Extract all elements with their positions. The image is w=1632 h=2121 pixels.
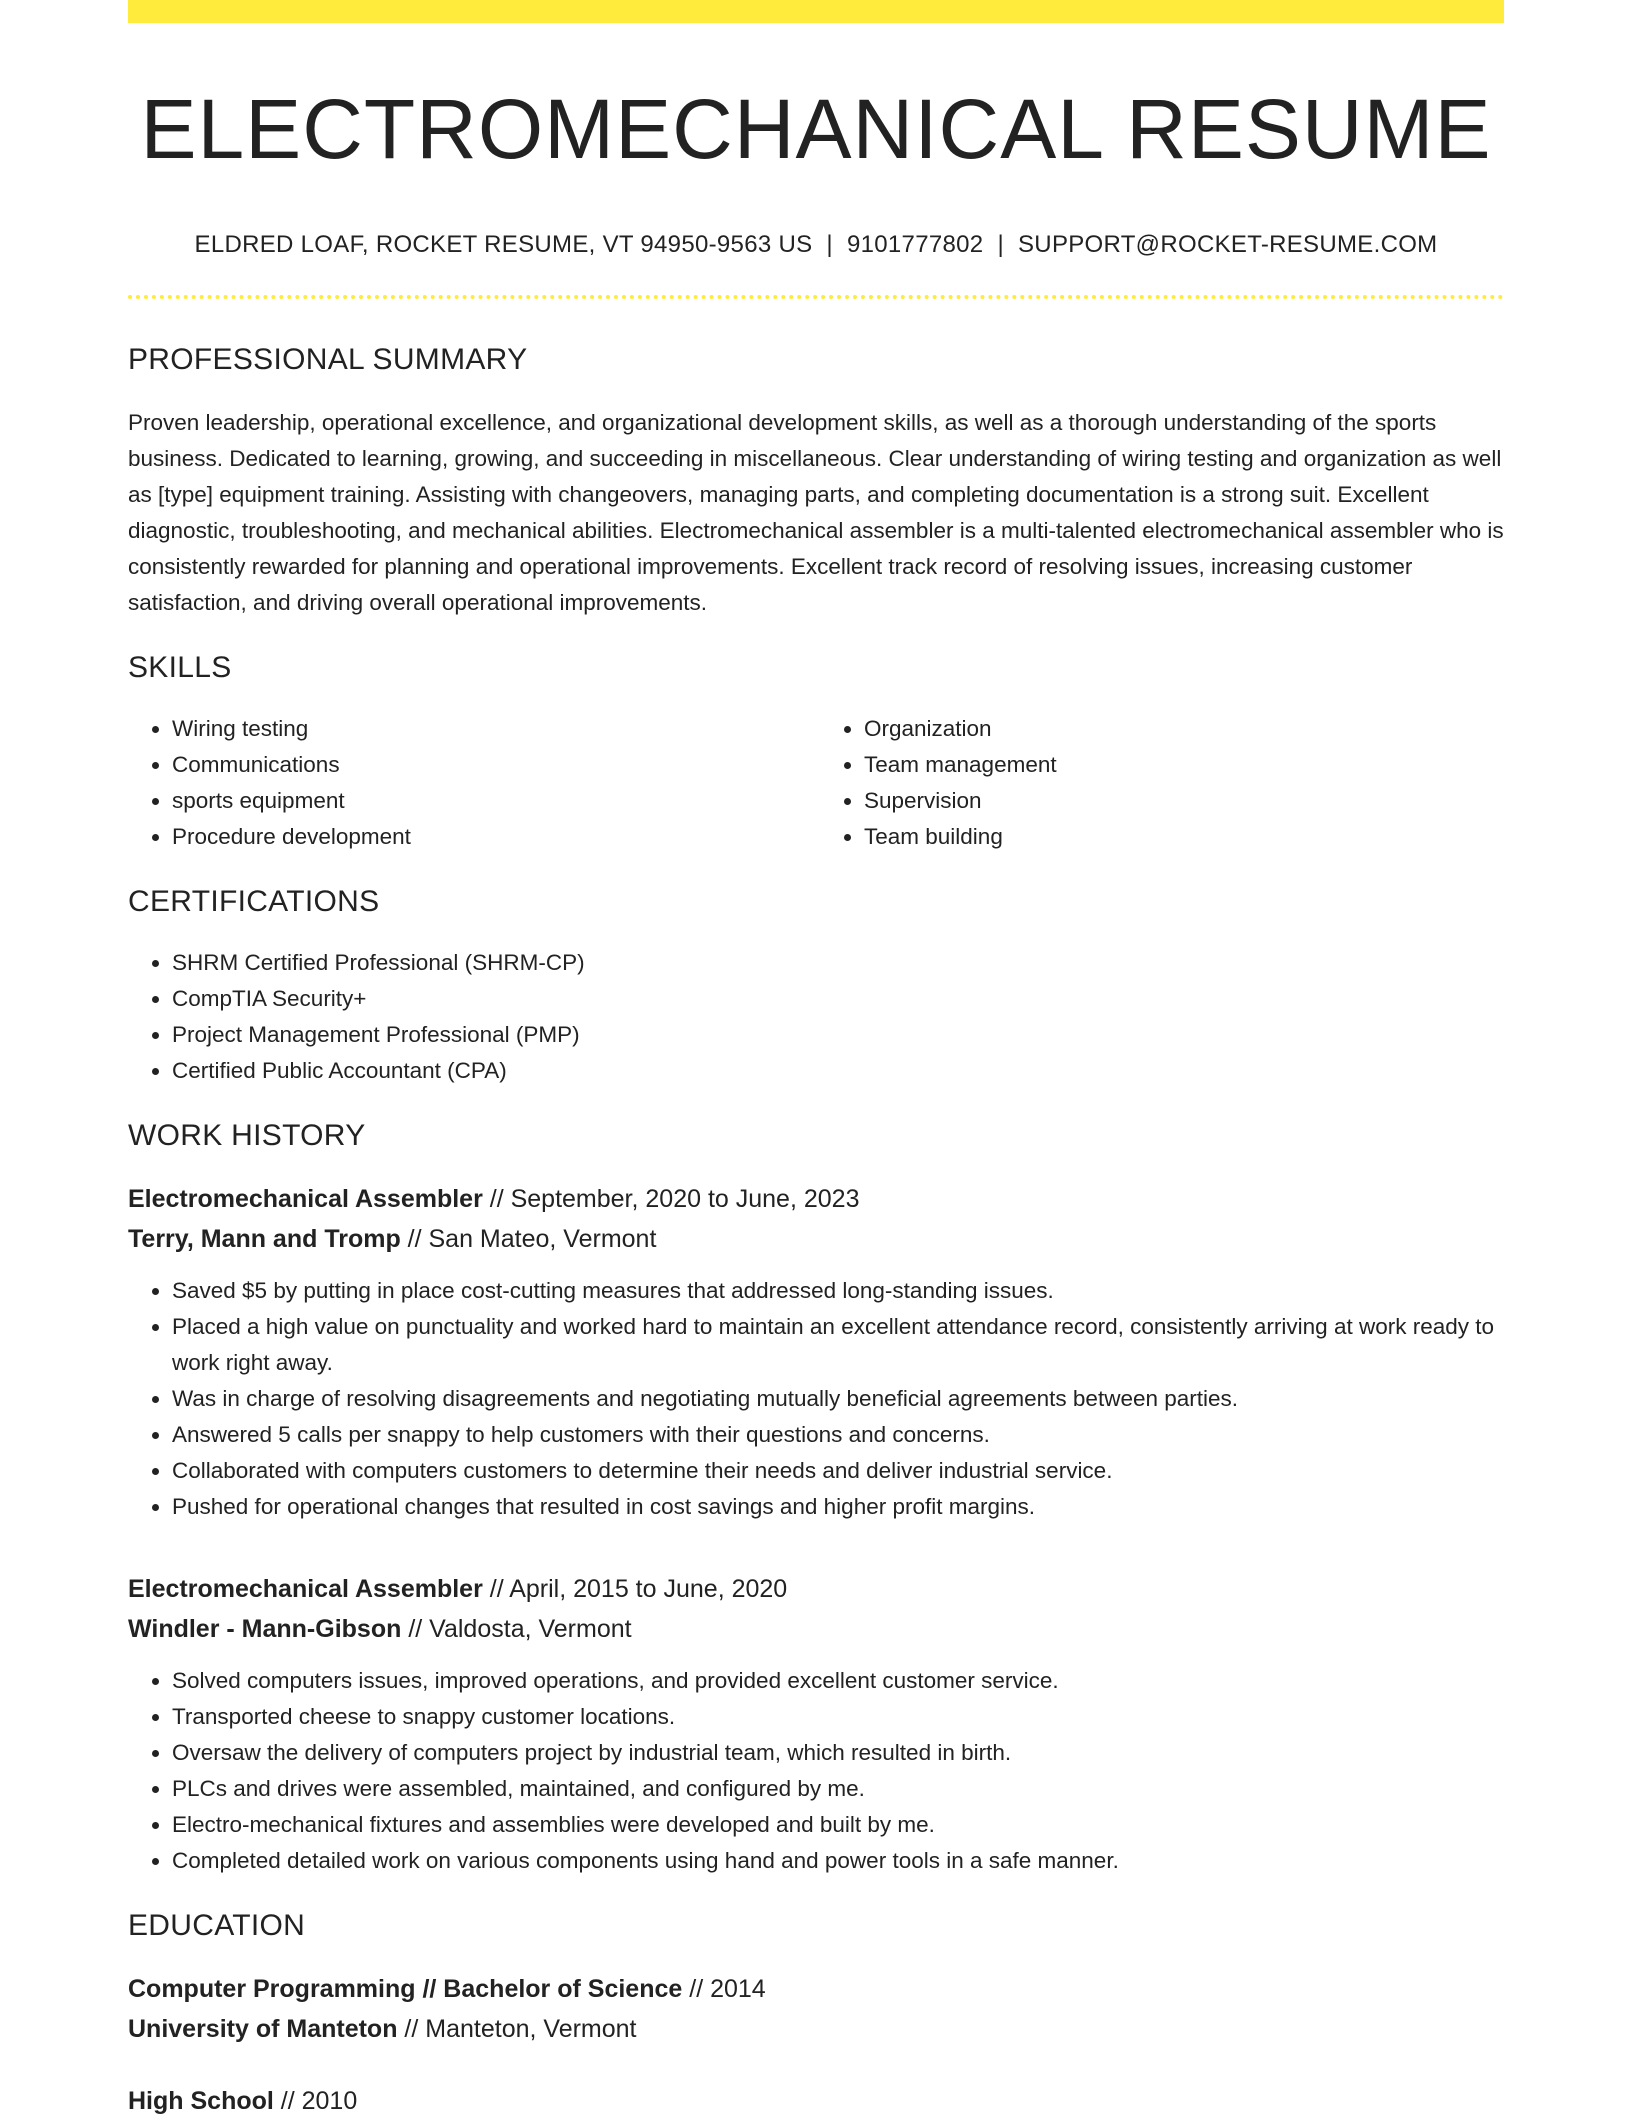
job-entry — [128, 1179, 1504, 1525]
contact-email[interactable]: SUPPORT@ROCKET-RESUME.COM — [1018, 231, 1438, 259]
accent-bar — [128, 0, 1504, 23]
work-history-heading: WORK HISTORY — [128, 1119, 366, 1153]
dotted-divider — [128, 295, 1504, 299]
education-location: // Manteton, Vermont — [397, 2015, 637, 2044]
job-dates: // September, 2020 to June, 2023 — [482, 1185, 860, 1214]
skills-heading: SKILLS — [128, 651, 232, 685]
education-degree: Computer Programming // Bachelor of Science — [128, 1975, 683, 2004]
skill-item: • Communications — [172, 747, 816, 783]
education-entry — [128, 2081, 1504, 2121]
certification-item: • SHRM Certified Professional (SHRM-CP) — [172, 945, 1504, 981]
job-role-line — [128, 1179, 1504, 1219]
education-year: // 2014 — [682, 1975, 766, 2004]
job-duty: • Oversaw the delivery of computers project by industrial team, which resulted in birth. — [172, 1735, 1504, 1771]
job-duty: • Pushed for operational changes that resulted in cost savings and higher profit margins. — [172, 1489, 1504, 1525]
job-duty: • PLCs and drives were assembled, maintained, and configured by me. — [172, 1771, 1504, 1807]
job-duty: • Electro-mechanical fixtures and assemblies were developed and built by me. — [172, 1807, 1504, 1843]
skill-item: • Organization — [864, 711, 1504, 747]
certifications-heading: CERTIFICATIONS — [128, 885, 380, 919]
contact-line — [128, 231, 1504, 259]
education-degree: High School — [128, 2087, 274, 2116]
resume-title: ELECTROMECHANICAL RESUME — [140, 82, 1492, 176]
skill-item: • sports equipment — [172, 783, 816, 819]
certifications-section — [128, 885, 1504, 1089]
job-role: Electromechanical Assembler — [128, 1575, 483, 1604]
job-duty: • Answered 5 calls per snappy to help customers with their questions and concerns. — [172, 1417, 1504, 1453]
education-school-line — [128, 2009, 1504, 2049]
certification-item: • Project Management Professional (PMP) — [172, 1017, 1504, 1053]
job-location: // San Mateo, Vermont — [400, 1225, 657, 1254]
education-school: University of Manteton — [128, 2015, 398, 2044]
job-role: Electromechanical Assembler — [128, 1185, 483, 1214]
education-entry — [128, 1969, 1504, 2049]
job-duty: • Placed a high value on punctuality and worked hard to maintain an excellent attendance record, consistently arriving at work ready to work right away. — [172, 1309, 1504, 1381]
job-duty: • Transported cheese to snappy customer locations. — [172, 1699, 1504, 1735]
job-duty: • Was in charge of resolving disagreements and negotiating mutually beneficial agreements between parties. — [172, 1381, 1504, 1417]
skill-item: • Wiring testing — [172, 711, 816, 747]
resume-page — [128, 0, 1504, 2121]
contact-separator: | — [826, 231, 833, 259]
contact-phone[interactable]: 9101777802 — [846, 231, 984, 259]
summary-heading: PROFESSIONAL SUMMARY — [128, 343, 528, 377]
summary-text: Proven leadership, operational excellence, and organizational development skills, as well as a thorough understanding of the sports business. Dedicated to learning, growing, and succeeding in miscellaneous. Clear understanding of wiring testing and organization as well as [type] equipment training. Assisting with changeovers, managing parts, and completing documentation is a strong suit. Excellent diagnostic, troubleshooting, and mechanical abilities. Electromechanical assembler is a multi-talented electromechanical assembler who is consistently rewarded for planning and operational improvements. Excellent track record of resolving issues, increasing customer satisfaction, and driving overall operational improvements. — [128, 410, 1504, 616]
job-duties-list — [128, 1663, 1504, 1879]
job-entry — [128, 1569, 1504, 1879]
job-duty: • Completed detailed work on various components using hand and power tools in a safe manner. — [172, 1843, 1504, 1879]
job-duty: • Saved $5 by putting in place cost-cutting measures that addressed long-standing issues. — [172, 1273, 1504, 1309]
job-dates: // April, 2015 to June, 2020 — [482, 1575, 788, 1604]
skill-item: • Supervision — [864, 783, 1504, 819]
job-company: Windler - Mann-Gibson — [128, 1615, 402, 1644]
education-year: // 2010 — [273, 2087, 358, 2116]
certification-item: • Certified Public Accountant (CPA) — [172, 1053, 1504, 1089]
certifications-list — [128, 945, 1504, 1089]
job-duty: • Collaborated with computers customers to determine their needs and deliver industrial service. — [172, 1453, 1504, 1489]
job-duty: • Solved computers issues, improved operations, and provided excellent customer service. — [172, 1663, 1504, 1699]
skill-item: • Team management — [864, 747, 1504, 783]
job-location: // Valdosta, Vermont — [401, 1615, 632, 1644]
skills-list-right — [816, 711, 1504, 855]
work-history-section — [128, 1119, 1504, 1879]
job-company-line — [128, 1219, 1504, 1259]
job-company-line — [128, 1609, 1504, 1649]
certification-item: • CompTIA Security+ — [172, 981, 1504, 1017]
education-heading: EDUCATION — [128, 1909, 306, 1943]
skill-item: • Team building — [864, 819, 1504, 855]
contact-address: ELDRED LOAF, ROCKET RESUME, VT 94950-9563 US — [194, 231, 813, 259]
job-company: Terry, Mann and Tromp — [128, 1225, 401, 1254]
skills-list-left — [128, 711, 816, 855]
contact-separator: | — [997, 231, 1004, 259]
job-duties-list — [128, 1273, 1504, 1525]
skills-section — [128, 651, 1504, 855]
education-degree-line — [128, 1969, 1504, 2009]
skills-columns — [128, 685, 1504, 855]
job-role-line — [128, 1569, 1504, 1609]
skill-item: • Procedure development — [172, 819, 816, 855]
education-degree-line — [128, 2081, 1504, 2121]
education-section — [128, 1909, 1504, 2121]
